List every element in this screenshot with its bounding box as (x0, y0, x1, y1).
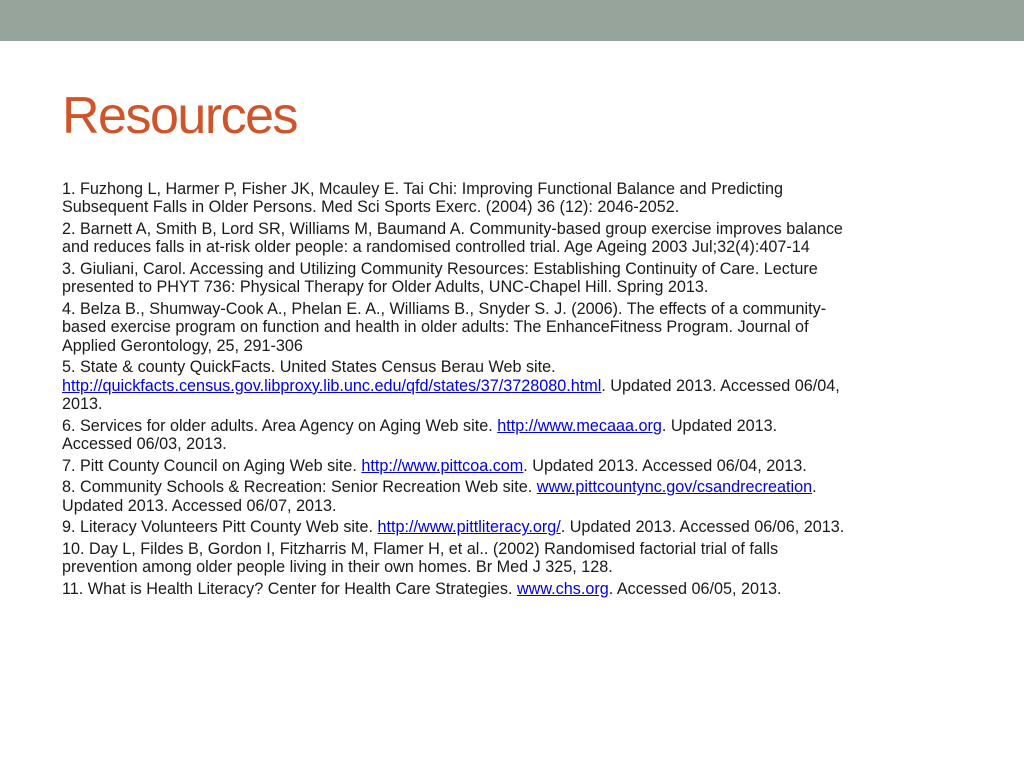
reference-link[interactable]: www.chs.org (516, 580, 609, 598)
reference-line (62, 540, 977, 558)
reference-line (62, 318, 977, 336)
reference-item (62, 580, 977, 598)
reference-link[interactable]: http://www.pittcoa.com (361, 456, 524, 475)
reference-item (62, 300, 977, 355)
reference-item (62, 180, 977, 217)
slide-title: Resources (62, 87, 298, 145)
reference-line (62, 337, 977, 355)
reference-item (62, 518, 977, 536)
reference-text: . Accessed 06/05, 2013. (608, 580, 782, 598)
reference-line (62, 377, 977, 395)
reference-text: 8. Community Schools & Recreation: Senior Recreation Web site. (62, 478, 537, 497)
reference-line (62, 238, 977, 256)
reference-line (62, 358, 977, 376)
reference-text: 4. Belza B., Shumway-Cook A., Phelan E. A., Williams B., Snyder S. J. (2006). The effects of a community- (62, 300, 827, 318)
reference-line (62, 220, 977, 238)
reference-link[interactable]: http://quickfacts.census.gov.libproxy.lib.unc.edu/qfd/states/37/3728080.html (62, 376, 602, 395)
reference-line (62, 497, 977, 515)
reference-line (62, 395, 977, 413)
reference-text: . Updated 2013. Accessed 06/06, 2013. (560, 518, 845, 537)
reference-item (62, 478, 977, 515)
reference-line (62, 435, 977, 453)
reference-text: Accessed 06/03, 2013. (62, 435, 227, 454)
reference-line (62, 180, 977, 198)
reference-line (62, 300, 977, 318)
reference-text: prevention among older people living in their own homes. Br Med J 325, 128. (62, 558, 613, 577)
reference-text: and reduces falls in at-risk older people: a randomised controlled trial. Age Ageing 2003 Jul;32(4):407-14 (62, 238, 810, 257)
reference-text: . (812, 478, 817, 497)
reference-line (62, 478, 977, 496)
reference-line (62, 558, 977, 576)
reference-line (62, 518, 977, 536)
reference-line (62, 198, 977, 216)
reference-text: 7. Pitt County Council on Aging Web site. (62, 456, 362, 475)
reference-item (62, 457, 977, 475)
reference-item (62, 220, 977, 257)
reference-text: 10. Day L, Fildes B, Gordon I, Fitzharris M, Flamer H, et al.. (2002) Randomised factorial trial of falls (62, 540, 779, 558)
reference-text: presented to PHYT 736: Physical Therapy for Older Adults, UNC-Chapel Hill. Spring 2013. (62, 278, 709, 297)
reference-item (62, 417, 977, 454)
reference-text: 1. Fuzhong L, Harmer P, Fisher JK, Mcauley E. Tai Chi: Improving Functional Balance and Predicting (62, 180, 783, 198)
reference-item (62, 540, 977, 577)
reference-text: . Updated 2013. Accessed 06/04, (601, 376, 840, 395)
reference-line (62, 457, 977, 475)
reference-text: Subsequent Falls in Older Persons. Med Sci Sports Exerc. (2004) 36 (12): 2046-2052. (62, 198, 680, 217)
top-accent-bar (0, 0, 1024, 41)
reference-text: 2. Barnett A, Smith B, Lord SR, Williams M, Baumand A. Community-based group exercise improves balance (62, 220, 843, 238)
reference-text: . Updated 2013. (661, 416, 778, 435)
reference-link[interactable]: www.pittcountync.gov/csandrecreation (536, 478, 813, 497)
reference-text: Applied Gerontology, 25, 291-306 (62, 336, 303, 355)
reference-item (62, 260, 977, 297)
reference-line (62, 417, 977, 435)
reference-item (62, 358, 977, 413)
reference-line (62, 580, 977, 598)
reference-line (62, 278, 977, 296)
reference-line (62, 260, 977, 278)
reference-link[interactable]: http://www.mecaaa.org (497, 416, 662, 435)
reference-text: 11. What is Health Literacy? Center for Health Care Strategies. (62, 580, 517, 598)
reference-text: Updated 2013. Accessed 06/07, 2013. (62, 496, 337, 515)
reference-text: . Updated 2013. Accessed 06/04, 2013. (523, 456, 807, 475)
reference-text: 5. State & county QuickFacts. United States Census Berau Web site. (62, 358, 556, 377)
reference-text: 3. Giuliani, Carol. Accessing and Utilizing Community Resources: Establishing Continuity of Care. Lecture (62, 260, 818, 278)
reference-text: based exercise program on function and health in older adults: The EnhanceFitness Program. Journal of (62, 318, 809, 337)
reference-list (62, 180, 977, 602)
reference-text: 9. Literacy Volunteers Pitt County Web site. (62, 518, 378, 537)
reference-text: 2013. (62, 395, 103, 414)
reference-link[interactable]: http://www.pittliteracy.org/ (377, 518, 561, 537)
reference-text: 6. Services for older adults. Area Agency on Aging Web site. (62, 416, 498, 435)
